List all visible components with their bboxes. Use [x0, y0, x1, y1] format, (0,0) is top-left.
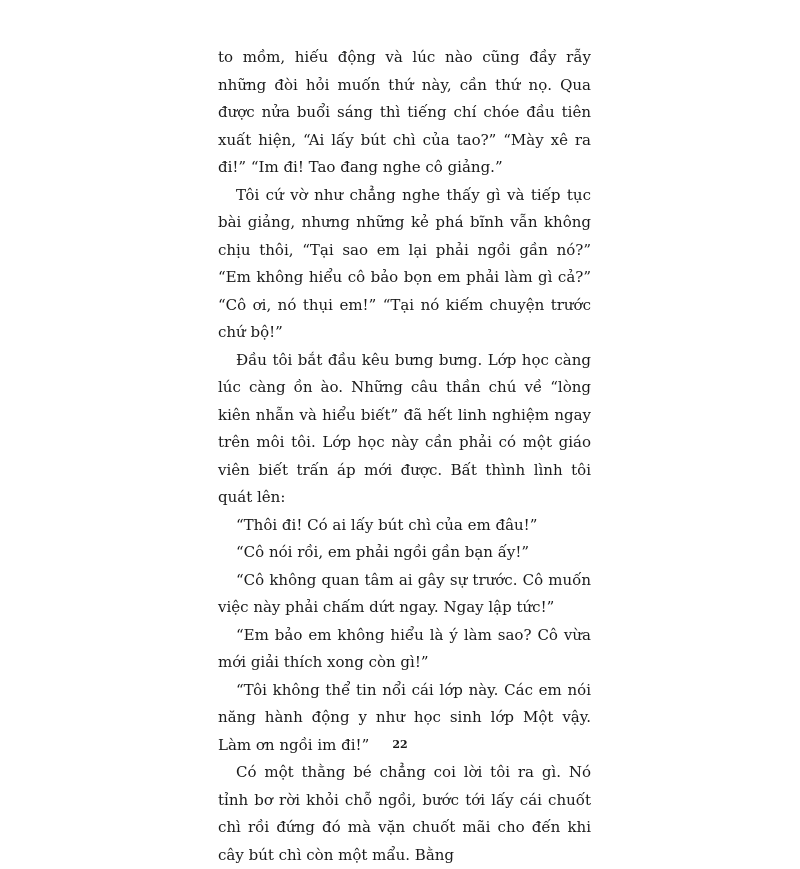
paragraph-5: “Cô nói rồi, em phải ngồi gần bạn ấy!” — [236, 543, 530, 561]
paragraph-3: Đầu tôi bắt đầu kêu bưng bưng. Lớp học càng lúc càng ồn ào. Những câu thần chú về “lòng kiên nhẫn và hiểu biết” đã hết linh nghiệm ngay trên môi tôi. Lớp học này cần phải có một giáo viên biết trấn áp mới được. Bất thình lình tôi quát lên: — [218, 350, 591, 506]
paragraph-6: “Cô không quan tâm ai gây sự trước. Cô muốn việc này phải chấm dứt ngay. Ngay lập tức!” — [218, 570, 591, 616]
paragraph-1: to mồm, hiếu động và lúc nào cũng đầy rẫy những đòi hỏi muốn thứ này, cần thứ nọ. Qua được nửa buổi sáng thì tiếng chí chóe đầu tiên xuất hiện, “Ai lấy bút chì của tao?” “Mày xê ra đi!” “Im đi! Tao đang nghe cô giảng.” — [218, 48, 591, 176]
paragraph-8: “Tôi không thể tin nổi cái lớp này. Các em nói năng hành động y như học sinh lớp Một vậy. Làm ơn ngồi im đi!” — [218, 680, 591, 754]
paragraph-4: “Thôi đi! Có ai lấy bút chì của em đâu!” — [236, 515, 538, 534]
paragraph-9: Có một thằng bé chẳng coi lời tôi ra gì. Nó tỉnh bơ rời khỏi chỗ ngồi, bước tới lấy cái chuốt chì rồi đứng đó mà vặn chuốt mãi cho đến khi cây bút chì còn một mẩu. Bằng — [218, 763, 591, 864]
paragraph-7: “Em bảo em không hiểu là ý làm sao? Cô vừa mới giải thích xong còn gì!” — [218, 625, 591, 671]
page-number: 22 — [392, 738, 408, 751]
paragraph-2: Tôi cứ vờ như chẳng nghe thấy gì và tiếp tục bài giảng, nhưng những kẻ phá bĩnh vẫn không chịu thôi, “Tại sao em lại phải ngồi gần nó?” “Em không hiểu cô bảo bọn em phải làm gì cả?” “Cô ơi, nó thụi em!” “Tại nó kiếm chuyện trước chứ bộ!” — [218, 185, 591, 341]
